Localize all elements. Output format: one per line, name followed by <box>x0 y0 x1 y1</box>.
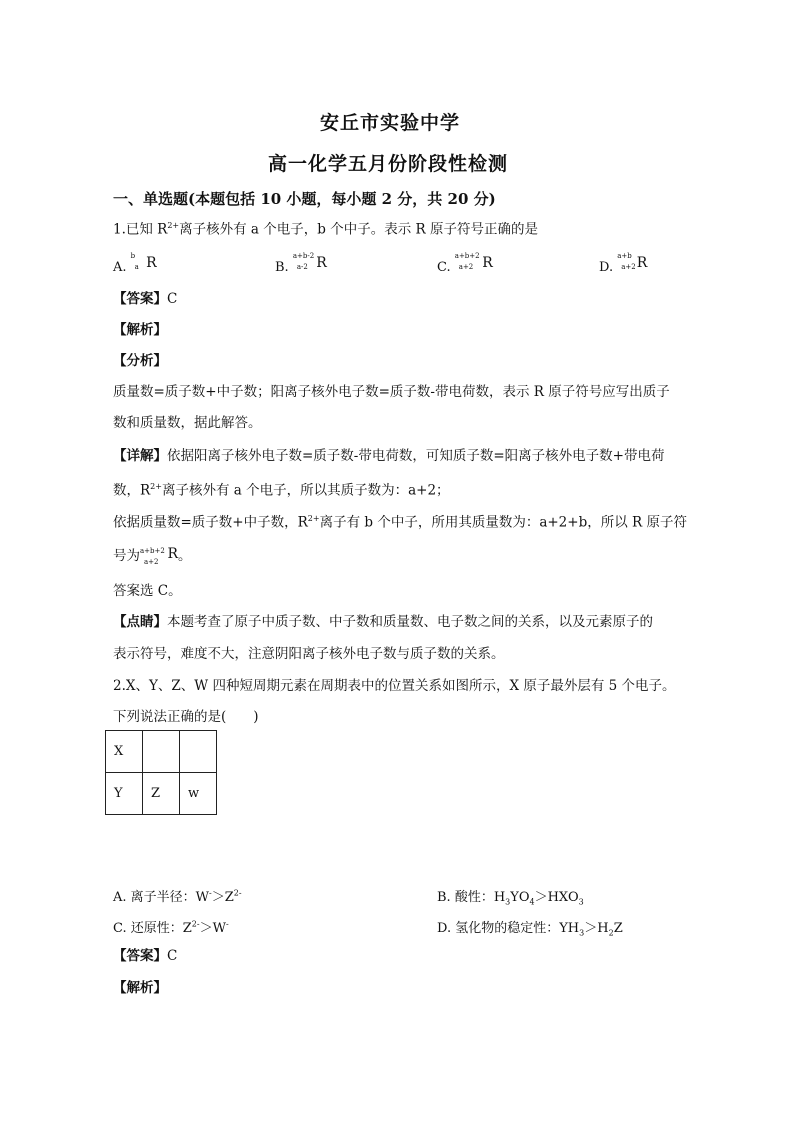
q2-stem-line2: 下列说法正确的是( ) <box>113 709 259 725</box>
grid-cell-empty <box>180 731 217 773</box>
grid-cell-x: X <box>106 731 143 773</box>
q1-answer: 【答案】C <box>113 291 178 307</box>
q1-stem: 1.已知 $R^{2+}$离子核外有 a 个电子，b 个中子。表示 R 原子符号正确的是 <box>113 221 538 238</box>
isotope-symbol: a+b+2 a+2 R <box>140 546 178 566</box>
q1-comment-line1: 【点睛】本题考查了原子中质子数、中子数和质量数、电子数之间的关系，以及元素原子的 <box>113 614 653 630</box>
q1-analysis-tag: 【解析】 <box>113 322 167 338</box>
q2-option-a: A. 离子半径：$W^->Z^{2-}$ <box>113 888 242 905</box>
q2-stem-line1: 2.X、Y、Z、W 四种短周期元素在周期表中的位置关系如图所示，X 原子最外层有 5 个电子。 <box>113 678 676 694</box>
isotope-symbol: a+b a+2 R <box>617 252 648 271</box>
section-heading: 一、单选题(本题包括 10 小题，每小题 2 分，共 20 分) <box>113 190 496 208</box>
q1-detail-line2: 数，$R^{2+}$离子核外有 a 个电子，所以其质子数为：a+2； <box>113 482 450 499</box>
grid-cell-w: w <box>180 773 217 815</box>
q2-option-d: D. 氢化物的稳定性：$YH_3>H_2Z$ <box>437 921 623 938</box>
q1-option-a: A. b a R <box>113 252 157 275</box>
q2-analysis-tag: 【解析】 <box>113 980 167 996</box>
q1-fenxi-tag: 【分析】 <box>113 353 167 369</box>
periodic-grid <box>105 730 217 815</box>
grid-cell-z: Z <box>143 773 180 815</box>
q1-option-d: D. a+b a+2 R <box>599 252 648 275</box>
q1-fenxi-line1: 质量数=质子数+中子数；阳离子核外电子数=质子数-带电荷数，表示 R 原子符号应写出质子 <box>113 384 670 400</box>
q1-detail-line1: 【详解】依据阳离子核外电子数=质子数-带电荷数，可知质子数=阳离子核外电子数+带电荷 <box>113 448 665 464</box>
exam-title: 高一化学五月份阶段性检测 <box>268 153 509 175</box>
q1-comment-line2: 表示符号，难度不大，注意阴阳离子核外电子数与质子数的关系。 <box>113 646 505 662</box>
q1-detail-line4: 号为 a+b+2 a+2 R 。 <box>113 546 192 566</box>
q1-choose: 答案选 C。 <box>113 583 182 599</box>
q2-answer: 【答案】C <box>113 948 178 964</box>
q1-option-b: B. a+b-2 a-2 R <box>275 252 327 275</box>
isotope-symbol: a+b+2 a+2 R <box>454 252 493 271</box>
grid-cell-y: Y <box>106 773 143 815</box>
q1-detail-line3: 依据质量数=质子数+中子数，$R^{2+}$离子有 b 个中子，所用其质量数为：a+2+b，所以 R 原子符 <box>113 514 687 531</box>
isotope-symbol: a+b-2 a-2 R <box>292 252 327 271</box>
q2-option-c: C. 还原性：$Z^{2-}>W^-$ <box>113 919 229 936</box>
school-title: 安丘市实验中学 <box>320 112 461 134</box>
grid-cell-empty <box>143 731 180 773</box>
q2-option-b: B. 酸性：$H_3YO_4>HXO_3$ <box>437 890 584 907</box>
q1-option-c: C. a+b+2 a+2 R <box>437 252 493 275</box>
isotope-symbol: b a R <box>130 252 157 271</box>
q1-fenxi-line2: 数和质量数，据此解答。 <box>113 415 262 431</box>
